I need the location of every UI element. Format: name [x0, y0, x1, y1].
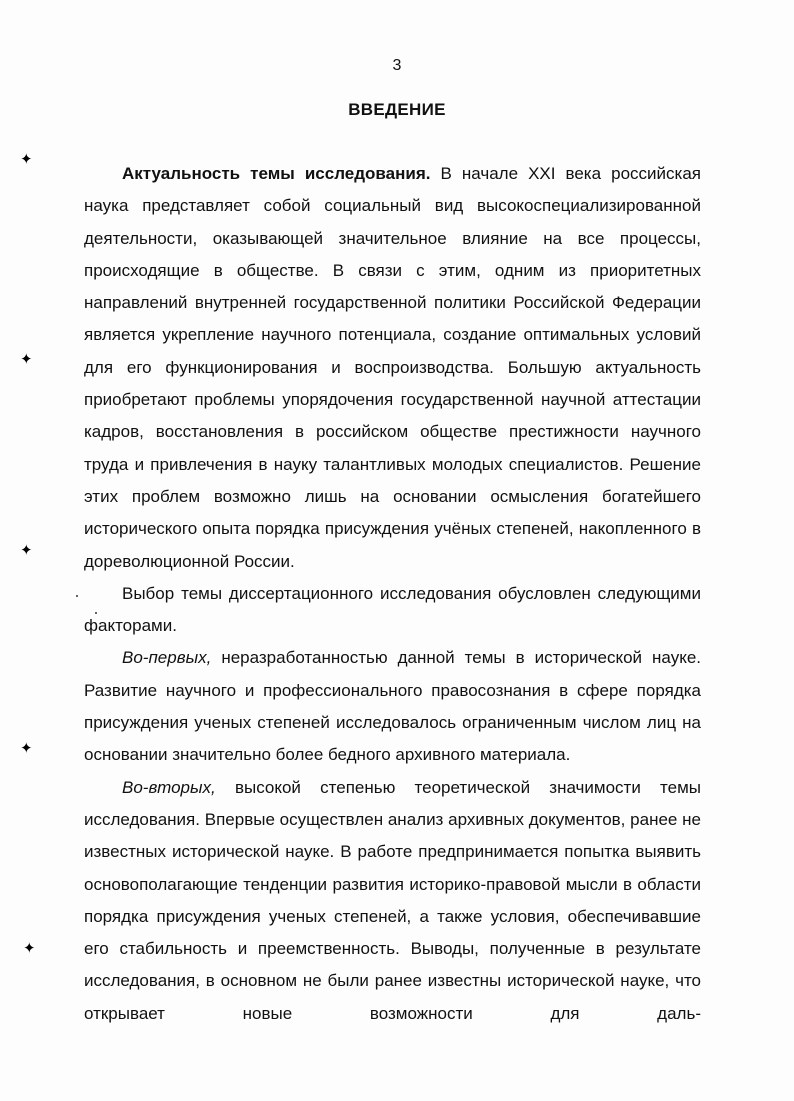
paragraph-text: Выбор темы диссертационного исследования обусловлен следующими факторами. — [84, 583, 701, 636]
binding-mark-icon: ✦ — [23, 940, 36, 957]
paragraph-lead-italic: Во-вторых, — [122, 777, 216, 797]
paragraph-firstly — [84, 642, 701, 771]
paragraph-lead-bold: Актуальность темы исследования. — [122, 164, 431, 183]
section-heading: ВВЕДЕНИЕ — [348, 100, 446, 119]
paragraph-secondly — [84, 772, 701, 1030]
scan-speck — [95, 612, 97, 614]
page-number: 3 — [392, 57, 402, 74]
binding-mark-icon: ✦ — [20, 542, 33, 559]
paragraph-text: неразработанностью данной темы в исторической науке. Развитие научного и профессионального правосознания в сфере порядка присуждения ученых степеней исследовалось ограниченным числом лиц на основании значительно более бедного архивного материала. — [84, 648, 701, 765]
paragraph-relevance — [84, 158, 701, 578]
paragraph-text: В начале XXI века российская наука представляет собой социальный вид высокоспециализированной деятельности, оказывающей значительное влияние на все процессы, происходящие в обществе. В связи с этим, одним из приоритетных направлений внутренней государственной политики Российской Федерации является укрепление научного потенциала, создание оптимальных условий для его функционирования и воспроизводства. Большую актуальность приобретают проблемы упорядочения государственной научной аттестации кадров, восстановления в российском обществе престижности научного труда и привлечения в науку талантливых молодых специалистов. Решение этих проблем возможно лишь на основании осмысления богатейшего исторического опыта порядка присуждения учёных степеней, накопленного в дореволюционной России. — [84, 164, 701, 571]
binding-mark-icon: ✦ — [20, 351, 33, 368]
binding-mark-icon: ✦ — [20, 740, 33, 757]
body-text — [84, 158, 701, 1030]
paragraph-lead-italic: Во-первых, — [122, 648, 212, 668]
scan-speck — [76, 595, 78, 597]
paragraph-topic-choice — [84, 578, 701, 643]
paragraph-text: высокой степенью теоретической значимости темы исследования. Впервые осуществлен анализ архивных документов, ранее не известных исторической науке. В работе предпринимается попытка выявить основополагающие тенденции развития историко-правовой мысли в области порядка присуждения ученых степеней, а также условия, обеспечивавшие его стабильность и преемственность. Выводы, полученные в результате исследования, в основном не были ранее известны исторической науке, что открывает новые возможности для даль- — [84, 777, 701, 1023]
binding-mark-icon: ✦ — [20, 151, 33, 168]
